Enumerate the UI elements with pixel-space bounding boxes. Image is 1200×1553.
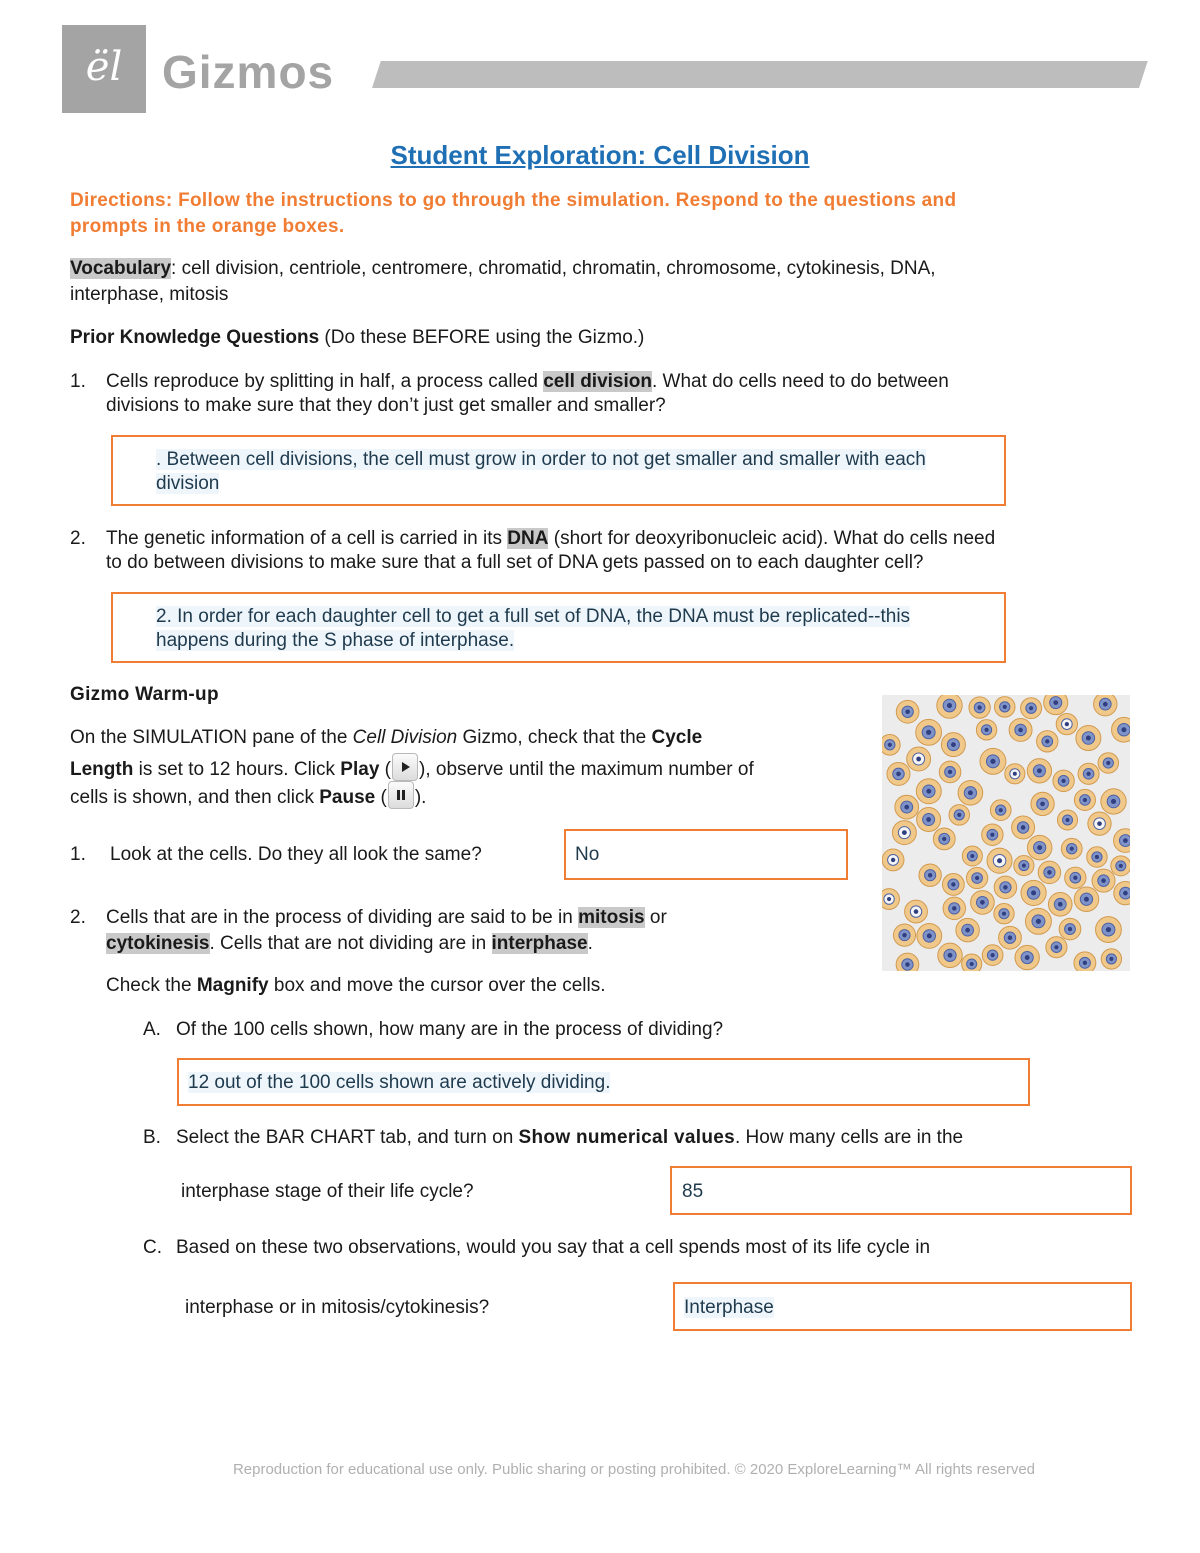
cell xyxy=(980,748,1006,774)
cell xyxy=(1065,867,1086,888)
cell xyxy=(1114,829,1130,853)
prior-knowledge-heading xyxy=(70,326,644,350)
cell xyxy=(896,953,919,971)
warmup-intro-line-1: On the SIMULATION pane of the Cell Division Gizmo, check that the Cycle xyxy=(70,727,703,748)
cell xyxy=(882,734,900,755)
prior-q2-answer[interactable] xyxy=(156,605,910,653)
prior-q2-term: DNA xyxy=(507,528,549,549)
cell xyxy=(1048,892,1072,916)
cell xyxy=(1025,908,1051,934)
cell xyxy=(956,918,979,941)
prior-q2-answer-line-1: 2. In order for each daughter cell to get a full set of DNA, the DNA must be replicated--this xyxy=(156,606,911,627)
cell xyxy=(1015,945,1039,969)
warmup-qA-letter: A. xyxy=(143,1019,161,1040)
warmup-q1-number: 1. xyxy=(70,844,86,865)
vocabulary-label: Vocabulary xyxy=(70,258,172,279)
cell xyxy=(999,926,1022,949)
cell xyxy=(969,697,990,718)
cell xyxy=(962,846,982,866)
term-interphase: interphase xyxy=(491,933,588,954)
prior-q1-answer-line-1: . Between cell divisions, the cell must grow in order to not get smaller and smaller with each xyxy=(156,449,926,470)
cell xyxy=(1078,763,1099,784)
cell xyxy=(896,700,919,723)
warmup-q1-answer[interactable]: No xyxy=(575,844,600,865)
cell xyxy=(1037,731,1058,752)
cell xyxy=(976,720,996,740)
cell xyxy=(1096,917,1122,943)
cell xyxy=(1009,718,1032,741)
cell xyxy=(887,762,910,785)
cell xyxy=(919,864,941,886)
cell xyxy=(939,761,961,783)
cell xyxy=(941,733,965,757)
cell xyxy=(987,848,1012,873)
cell xyxy=(1057,810,1077,830)
cell xyxy=(1112,717,1130,742)
brand-name: Gizmos xyxy=(162,46,335,98)
cell xyxy=(937,695,962,718)
cell-simulation-image xyxy=(882,695,1130,971)
cell xyxy=(882,849,904,871)
cell xyxy=(1056,713,1077,734)
cell xyxy=(916,779,941,804)
warmup-q2-line-2: cytokinesis. Cells that are not dividing are in interphase. xyxy=(106,933,593,954)
warmup-qC-line-2: interphase or in mitosis/cytokinesis? xyxy=(185,1297,490,1318)
prior-q1-line-2: divisions to make sure that they don’t just get smaller and smaller? xyxy=(106,395,666,416)
cell xyxy=(1114,881,1130,904)
cell xyxy=(1074,952,1096,971)
warmup-qC-text: Based on these two observations, would you say that a cell spends most of its life cycle in xyxy=(176,1237,931,1258)
footer-copyright: Reproduction for educational use only. Public sharing or posting prohibited. © 2020 ExploreLearning™ All rights reserved xyxy=(232,1461,1036,1478)
term-mitosis: mitosis xyxy=(578,907,645,928)
cell xyxy=(1094,695,1117,716)
cell xyxy=(982,945,1003,966)
page-title: Student Exploration: Cell Division xyxy=(390,140,810,170)
show-numerical-values: Show numerical values xyxy=(518,1127,735,1148)
cell xyxy=(1038,861,1060,883)
cell xyxy=(895,795,919,819)
warmup-q1-answer-box[interactable] xyxy=(564,829,848,880)
prior-q2-pre: The genetic information of a cell is carried in its xyxy=(106,528,508,549)
cell xyxy=(1076,726,1101,751)
cell xyxy=(1098,753,1118,773)
directions-line-2: prompts in the orange boxes. xyxy=(70,216,345,237)
cell xyxy=(917,923,942,948)
prior-q1-answer[interactable] xyxy=(156,448,926,496)
cell xyxy=(1101,949,1121,969)
cell xyxy=(917,808,941,832)
cell xyxy=(994,697,1015,718)
magnify-instruction: Check the Magnify box and move the cursor over the cells. xyxy=(106,975,606,996)
vocabulary-terms: : cell division, centriole, centromere, chromatid, chromatin, chromosome, cytokinesis, DNA, xyxy=(171,258,936,279)
cell xyxy=(916,719,942,745)
warmup-qC-letter: C. xyxy=(143,1237,162,1258)
warmup-qC-answer[interactable]: Interphase xyxy=(684,1297,774,1318)
warmup-q2-line-1: Cells that are in the process of dividing are said to be in mitosis or xyxy=(106,907,667,928)
term-cytokinesis: cytokinesis xyxy=(106,933,210,954)
prior-q1-answer-line-2: division xyxy=(156,473,220,494)
cell xyxy=(893,924,915,946)
cell xyxy=(1005,764,1025,784)
prior-q2-number: 2. xyxy=(70,528,86,549)
warmup-q2-number: 2. xyxy=(70,907,86,928)
warmup-qA-text: Of the 100 cells shown, how many are in the process of dividing? xyxy=(176,1019,724,1040)
warmup-qB-answer[interactable]: 85 xyxy=(682,1181,704,1202)
directions-line-1: Directions: Follow the instructions to go through the simulation. Respond to the questions and xyxy=(70,190,957,211)
cell xyxy=(1014,855,1034,875)
cell xyxy=(905,900,928,923)
prior-heading-label: Prior Knowledge Questions xyxy=(70,327,320,348)
cell xyxy=(1053,770,1074,791)
play-button-icon[interactable] xyxy=(392,753,418,781)
cell xyxy=(990,800,1011,821)
warmup-intro-line-2: Length is set to 12 hours. Click Play ( ), observe until the maximum number of xyxy=(70,753,754,782)
prior-q1-line-1 xyxy=(106,370,949,394)
cell xyxy=(1027,759,1051,783)
cell xyxy=(1046,937,1067,958)
logo-mark: ël xyxy=(85,44,123,90)
cell xyxy=(942,874,964,896)
cell xyxy=(1044,695,1068,715)
cell xyxy=(1074,887,1099,912)
cell xyxy=(943,897,965,919)
cell xyxy=(1101,789,1126,814)
cell xyxy=(1088,812,1111,835)
cell xyxy=(994,904,1014,924)
warmup-qB-answer-box[interactable] xyxy=(670,1166,1132,1215)
cell xyxy=(1111,856,1130,876)
cell xyxy=(949,805,970,826)
prior-q2-answer-line-2: happens during the S phase of interphase. xyxy=(156,630,515,651)
cell xyxy=(962,954,982,971)
warmup-intro-line-3: cells is shown, and then click Pause ( ). xyxy=(70,781,426,810)
cell xyxy=(1059,918,1081,940)
prior-q2-post: (short for deoxyribonucleic acid). What do cells need xyxy=(548,528,996,549)
vocabulary-line-2: interphase, mitosis xyxy=(70,284,229,305)
vocabulary-line-1 xyxy=(70,257,936,281)
gizmo-name: Cell Division xyxy=(352,727,458,748)
cell xyxy=(1021,880,1046,905)
cell xyxy=(958,780,983,805)
warmup-q1-text: Look at the cells. Do they all look the same? xyxy=(110,844,482,865)
pause-button-icon[interactable] xyxy=(388,781,414,809)
cell xyxy=(938,943,962,967)
cell xyxy=(1027,835,1051,859)
cell xyxy=(907,747,931,771)
cell xyxy=(882,889,899,910)
warmup-qB-letter: B. xyxy=(143,1127,161,1148)
warmup-heading: Gizmo Warm-up xyxy=(70,684,219,705)
cell xyxy=(982,824,1003,845)
prior-q1-post: . What do cells need to do between xyxy=(652,371,949,392)
cell xyxy=(892,821,916,845)
warmup-qA-answer[interactable]: 12 out of the 100 cells shown are actively dividing. xyxy=(188,1072,611,1093)
cell xyxy=(1092,869,1115,892)
cell xyxy=(1087,847,1107,867)
warmup-qB-line-1: Select the BAR CHART tab, and turn on Show numerical values. How many cells are in the xyxy=(176,1127,964,1148)
header-bar xyxy=(372,61,1148,88)
prior-q2-line-2: to do between divisions to make sure that a full set of DNA gets passed on to each daughter cell? xyxy=(106,552,924,573)
cell xyxy=(994,876,1016,898)
prior-q1-pre: Cells reproduce by splitting in half, a process called xyxy=(106,371,544,392)
cell xyxy=(1021,698,1042,719)
cell xyxy=(933,828,955,850)
cell xyxy=(1074,789,1095,810)
prior-q1-number: 1. xyxy=(70,371,86,392)
cell xyxy=(1061,838,1082,859)
warmup-qB-line-2: interphase stage of their life cycle? xyxy=(181,1181,474,1202)
cell xyxy=(1031,792,1054,815)
prior-q1-term: cell division xyxy=(543,371,652,392)
gizmos-logo xyxy=(62,25,146,113)
cell xyxy=(966,867,987,888)
prior-q2-line-1 xyxy=(106,527,995,551)
cell xyxy=(971,891,995,915)
prior-heading-note: (Do these BEFORE using the Gizmo.) xyxy=(319,327,645,348)
cell xyxy=(1012,816,1035,839)
